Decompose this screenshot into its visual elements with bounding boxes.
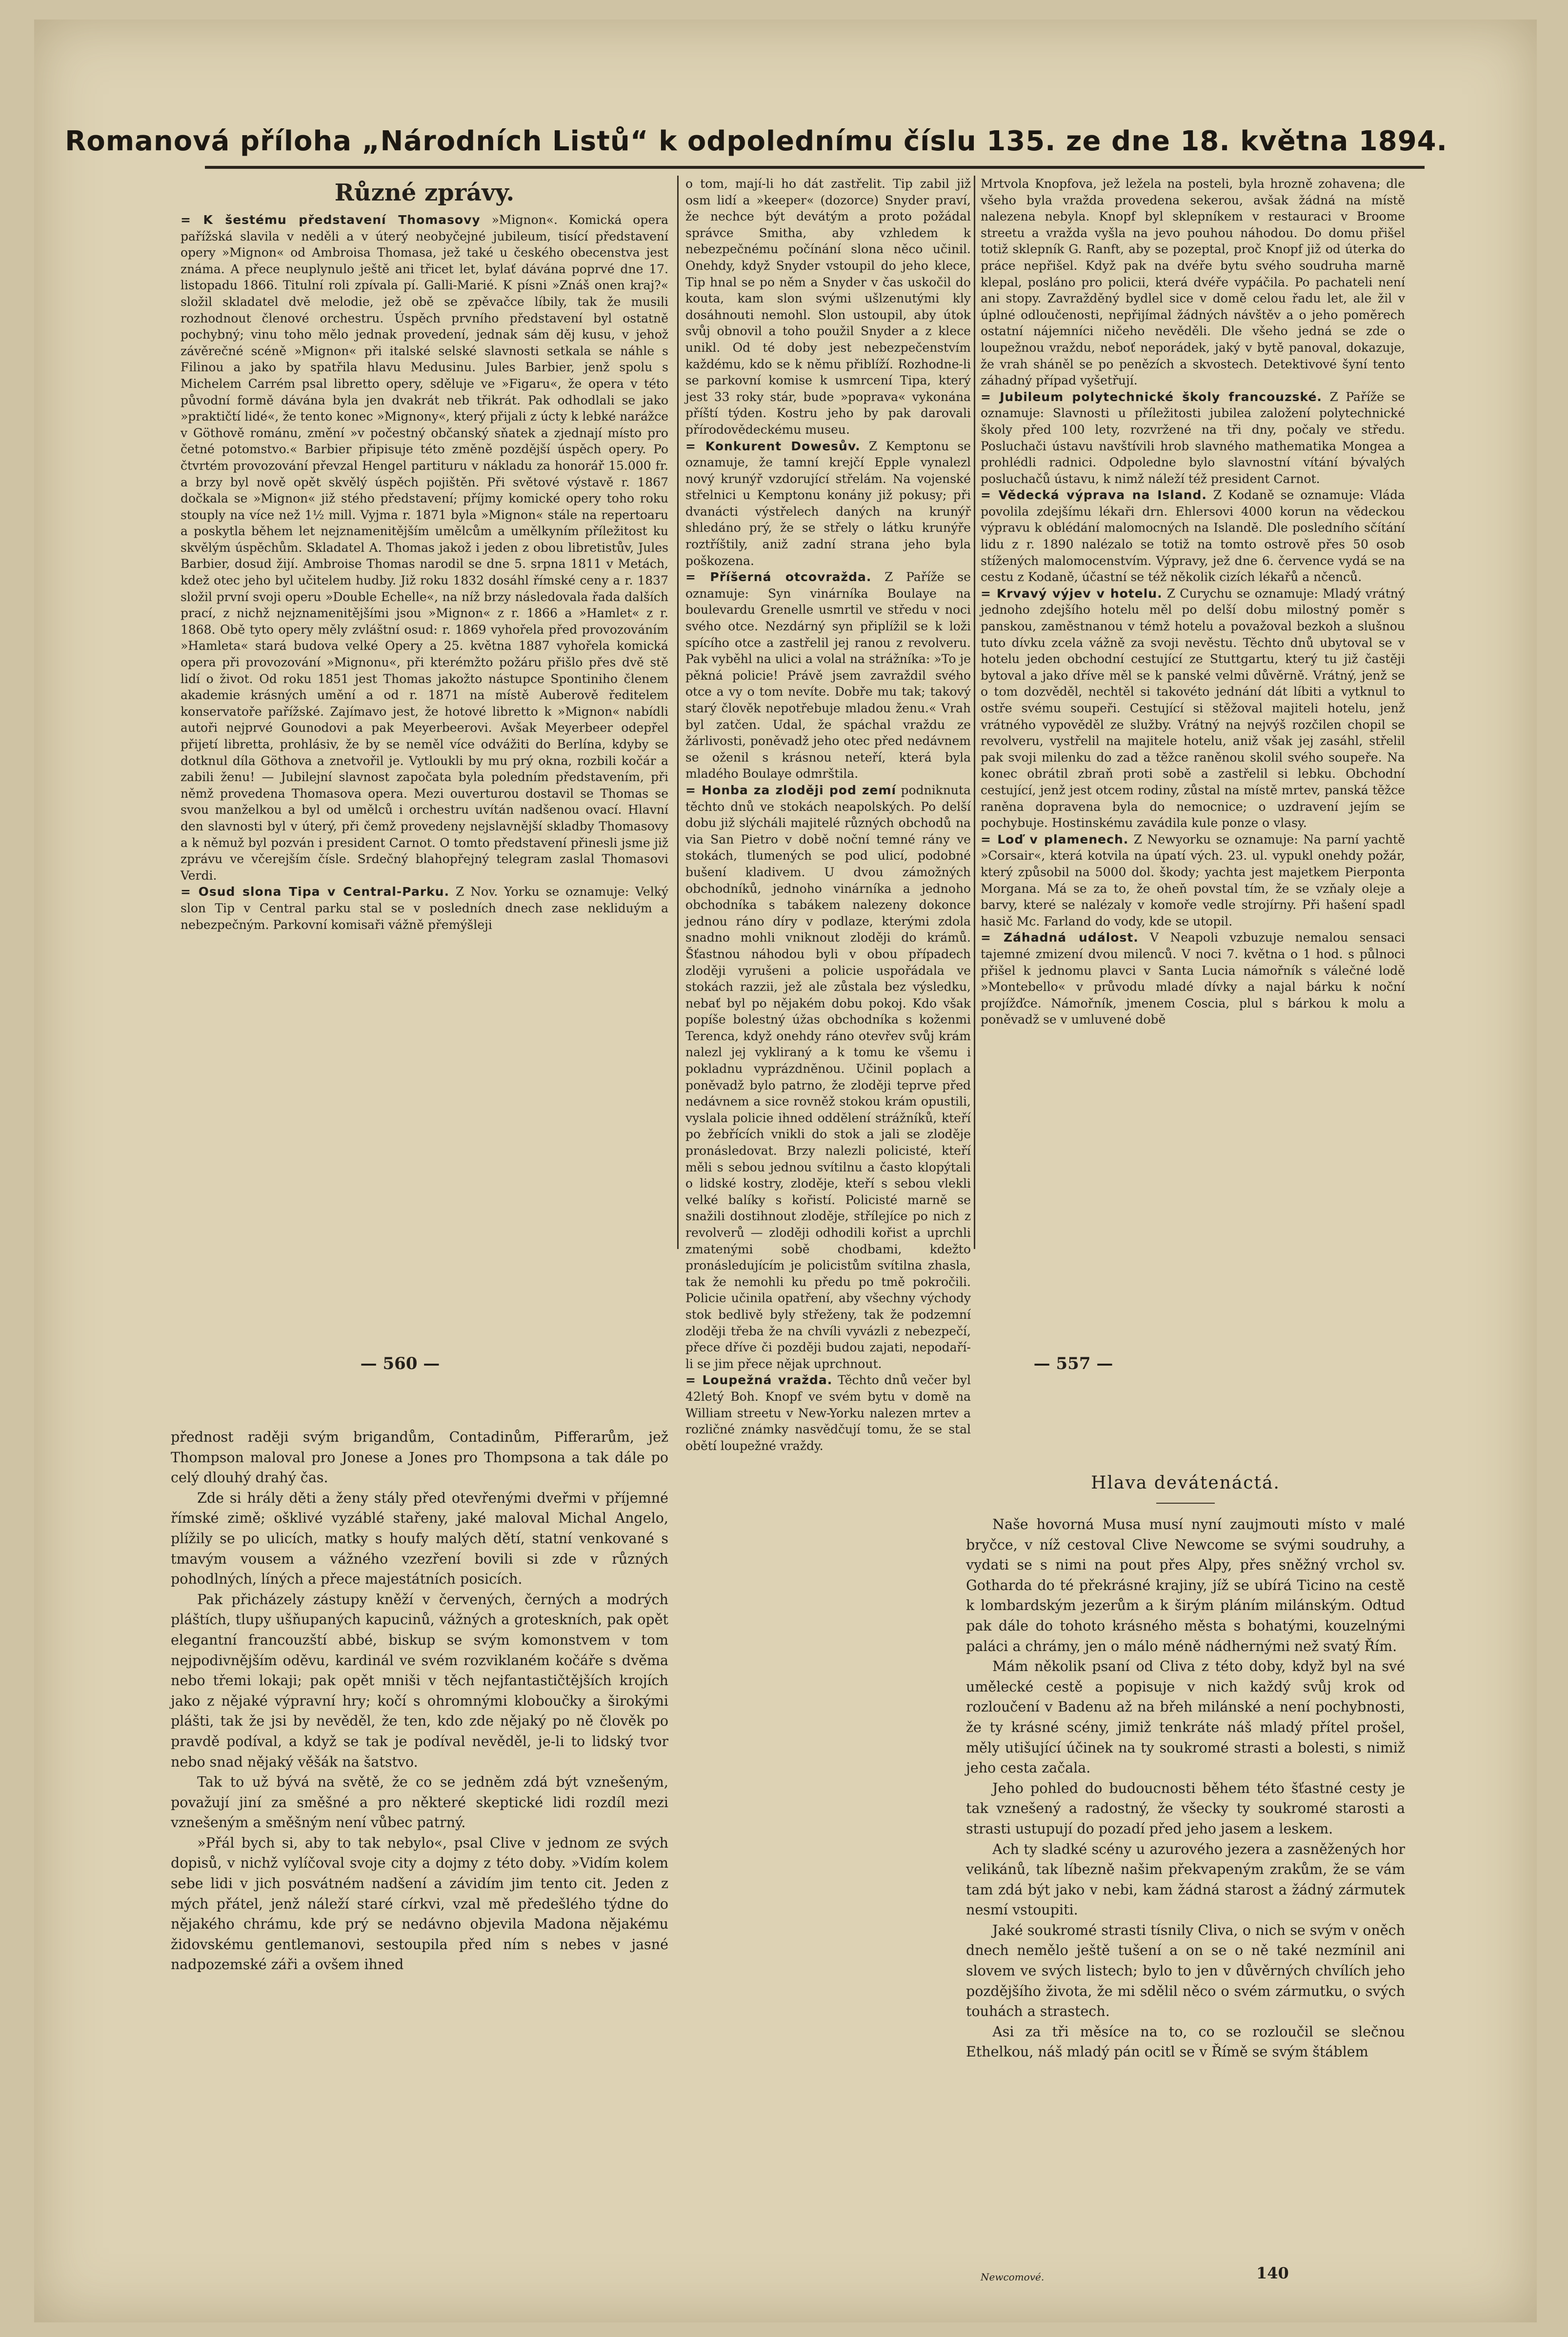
news-item-head: = Krvavý výjev v hotelu. bbox=[981, 586, 1163, 601]
news-item-head: = Vědecká výprava na Island. bbox=[981, 488, 1207, 503]
news-item bbox=[181, 884, 668, 933]
news-item-text: Z Curychu se oznamuje: Mladý vrátný jednoho zdejšího hotelu měl po delší dobu milostný poměr s panskou, zaměstnanou v témž hotelu a považoval bezkoh a slušnou tuto dívku zcela vážně za svoji nevěstu. Těchto dnů ubytoval se v hotelu jeden obchodní cestující ze Stuttgartu, který tu již častěji bytoval a jako dříve měl se k panské velmi důvěrně. Vrátný, jenž se o tom dozvěděl, nechtěl si takovéto jednání dát líbiti a vytknul to ostře svému soupeři. Cestující si stěžoval majiteli hotelu, jenž vrátného vypověděl ze služby. Vrátný na nejvýš rozčilen chopil se revolveru, vystřelil na majitele hotelu, aniž však jej zasáhl, střelil pak svoji milenku do zad a těžce raněnou skolil svého soupeře. Na konec obrátil zbraň proti sobě a zastřelil si lebku. Obchodní cestující, jenž jest otcem rodiny, zůstal na místě mrtev, panská těžce raněna dopravena byla do nemocnice; o uzdravení jejím se pochybuje. Hostinskému zavádila kule ponze o vlasy. bbox=[981, 586, 1405, 830]
news-item-head: = Jubileum polytechnické školy francouzské. bbox=[981, 389, 1322, 404]
news-item-text: V Neapoli vzbuzuje nemalou sensaci tajemné zmizení dvou milenců. V noci 7. května o 1 hod. s půlnoci přišel k jednomu plavci v Santa Lucia námořník s válečné lodě »Montebello« v průvodu mladé dívky a najal bárku k noční projížďce. Námořník, jmenem Coscia, plul s bárkou k molu a poněvadž se v umluvené době bbox=[981, 930, 1405, 1027]
news-item-text: o tom, mají-li ho dát zastřelit. Tip zabil již osm lidí a »keeper« (dozorce) Snyder praví, že nechce být devátým a proto požádal správce Smitha, aby vzhledem k nebezpečnému počínání slona něco učinil. Onehdy, když Snyder vstoupil do jeho klece, Tip hnal se po něm a Snyder v čas uskočil do kouta, kam slon svými ušlzenutými kly dosáhnouti nemohl. Slon ustoupil, aby útok svůj obnovil a toho použil Snyder a z klece unikl. Od té doby jest nebezpečenstvím každému, kdo se k němu přiblíží. Rozhodne-li se parkovní komise k usmrcení Tipa, který jest 33 roky stár, bude »poprava« vykonána příští týden. Kostru jeho by pak darovali přírodovědeckému museu. bbox=[685, 177, 971, 437]
news-item-text: Z Kemptonu se oznamuje, že tamní krejčí Epple vynalezl nový krunýř vzdorující střelám. Na vojenské střelnici u Kemptonu konány již pokusy; při dvanácti výstřelech daných na krunýř shledáno prý, že se střely o látku krunýře roztříštily, aniž zadní strana jeho byla poškozena. bbox=[685, 439, 971, 568]
novel-paragraph: Asi za tři měsíce na to, co se rozloučil se slečnou Ethelkou, náš mladý pán ocitl se v Římě se svým štáblem bbox=[966, 2023, 1405, 2060]
novel-paragraph: Pak přicházely zástupy kněží v červených, černých a modrých pláštích, tlupy ušňupaných kapucinů, vážných a groteskních, pak opět elegantní francouzští abbé, biskup se svým komonstvem v tom nejpodivnějším oděvu, kardinál ve svém rozviklaném kočáře s dvěma nebo třemi lokaji; pak opět mniši v těch nejfantastičtějších krojích jako z nějaké výpravní hry; kočí s ohromnými kloboučky a širokými plášti, tak že jsi by nevěděl, že ten, kdo zde nějaký po ně člověk po pravdě podíval, a když se tak je podíval nevěděl, je-li to lidský tvor nebo snad nějaký věšák na šatstvo. bbox=[171, 1591, 668, 1770]
header-rule bbox=[205, 166, 1425, 169]
news-item-head: = Loď v plamenech. bbox=[981, 832, 1129, 846]
news-item bbox=[981, 176, 1405, 389]
news-item bbox=[181, 212, 668, 884]
news-item-text: Z Paříže se oznamuje: Syn vinárníka Boulaye na boulevardu Grenelle usmrtil ve středu v noci svého otce. Nezdárný syn připlížil se k loži spícího otce a zastřelil jej ranou z revolveru. Pak vyběhl na ulici a volal na strážníka: »To je pěkná policie! Právě jsem zavraždil svého otce a vy o tom nevíte. Dobře mu tak; takový starý člověk nepotřebuje mladou ženu.« Vrah byl zatčen. Udal, že spáchal vraždu ze žárlivosti, poněvadž jeho otec před nedávnem se oženil s krásnou neteří, která byla mladého Boulaye odmrštila. bbox=[685, 570, 971, 781]
chapter-title: Hlava devátenáctá. bbox=[1091, 1473, 1280, 1493]
footer-signature: Newcomové. bbox=[981, 2271, 1045, 2283]
news-item-head: = Honba za zloději pod zemí bbox=[685, 783, 897, 797]
news-item-head: = Osud slona Tipa v Central-Parku. bbox=[181, 885, 450, 899]
novel-paragraph: Tak to už bývá na světě, že co se jedněm zdá být vznešeným, považují jiní za směšné a pro některé skeptické lidi rozdíl mezi vznešeným a směšným není vůbec patrný. bbox=[171, 1774, 668, 1831]
news-item bbox=[685, 569, 971, 782]
news-item bbox=[685, 1372, 971, 1454]
news-item-text: Z Newyorku se oznamuje: Na parní yachtě »Corsair«, která kotvila na úpatí vých. 23. ul. vypukl onehdy požár, který způsobil na 5000 dol. škody; yachta jest majetkem Pierponta Morgana. Má se za to, že oheň povstal tím, že se vzňaly oleje a barvy, které se nalézaly v komoře vedle strojírny. Při hašení spadl hasič Mc. Farland do vody, kde se utopil. bbox=[981, 832, 1405, 928]
news-item-text: podniknuta těchto dnů ve stokách neapolských. Po delší dobu již slýcháli majitelé různých obchodů na via San Pietro v době noční temné rány ve stokách, tlumených se pod ulicí, podobné bušení kladivem. U dvou zámožných obchodníků, jednoho vinárníka a jednoho obchodníka s tabákem nalezeny dokonce jednou ráno díry v podlaze, kterými zdola snadno mohli vniknout zloději do krámů. Šťastnou náhodou byli v obou případech zloději vyrušeni a policie uspořádala ve stokách razzii, jež ale zůstala bez výsledku, nebať byl po nějakém dobu pokoj. Kdo však popíše bolestný úžas obchodníka s koženmi Terenca, když onehdy ráno otevřev svůj krám nalezl jej vykliraný a k tomu ke všemu i pokladnu vyprázdněnou. Učinil poplach a poněvadž bylo patrno, že zloději teprve před nedávnem a sice rovněž stokou krám opustili, vyslala policie ihned oddělení strážníků, kteří po žebřících vnikli do stok a jali se zloděje pronásledovat. Brzy nalezli policisté, kteří měli s sebou jednou svítilnu a často klopýtali o lidské kostry, zloděje, kteří s sebou vlekli velké balíky s kořistí. Policisté marně se snažili dostihnout zloděje, střílejíce po nich z revolverů — zloději odhodili kořist a uprchli zmatenými sobě chodbami, kdežto pronásledujícím je policistům svítilna zhasla, tak že nemohli ku předu po tmě pokročili. Policie učinila opatření, aby všechny východy stok bedlivě byly střeženy, tak že podzemní zloději třeba že na chvíli vyvázli z nebezpečí, přece dříve či později budou zajati, nepodaří-li se jim přece nějak uprchnout. bbox=[685, 783, 971, 1371]
news-item bbox=[981, 585, 1405, 831]
news-item-head: = K šestému představení Thomasovy bbox=[181, 213, 481, 227]
news-item-text: Mrtvola Knopfova, jež ležela na posteli, byla hrozně zohavena; dle všeho byla vražda provedena sekerou, avšak žádná na místě nalezena nebyla. Knopf byl sklepníkem v restauraci v Broome streetu a vražda vyšla na jevo pouhou náhodou. Do domu přišel totiž sklepník G. Ranft, aby se pozeptal, proč Knopf již od úterka do práce nepřišel. Když pak na dvéře bytu svého soudruha marně klepal, posláno pro policii, která dvéře vypáčila. Po pachateli není ani stopy. Zavražděný bydlel sice v domě celou řadu let, ale žil v úplné odloučenosti, nepřijímal žádných návštěv a o jeho poměrech ostatní nájemníci ničeho nevěděli. Dle všeho jedná se zde o loupežnou vraždu, neboť neporádek, jaký v bytě panoval, dokazuje, že vrah sháněl se po penězích a skvostech. Detektivové šyní tento záhadný případ vyšetřují. bbox=[981, 177, 1405, 388]
page-header: Romanová příloha „Národních Listů“ k odpolednímu číslu 135. ze dne 18. května 1894. bbox=[65, 125, 1447, 157]
novel-page-right bbox=[966, 1469, 1405, 2269]
news-item-text: »Mignon«. Komická opera pařížská slavila v neděli a v úterý neobyčejné jubileum, tisící představení opery »Mignon« od Ambroisa Thomasa, jež také u českého obecenstva jest známa. A přece neuplynulo ještě ani třicet let, bylať dávána poprvé dne 17. listopadu 1866. Titulní roli zpívala pí. Galli-Marié. K písni »Znáš onen kraj?« složil skladatel dvě melodie, jež obě se zpěvačce líbily, tak že musili rozhodnout členové orchestru. Úspěch prvního představení byl ostatně pochybný; vinu toho mělo jednak provedení, jednak sám děj kusu, v jehož závěrečné scéně »Mignon« při italské selské slavnosti setkala se náhle s Filinou a jako by spatřila hlavu Medusinu. Jules Barbier, jenž spolu s Michelem Carrém psal libretto opery, sděluje ve »Figaru«, že opera v této původní formě dávána byla jen dvakrát neb třikrát. Pak odhodlali se jako »praktičtí lidé«, že tento konec »Mignony«, který přijali z úcty k lebké narážce v Göthově románu, změní »v počestný občanský sňatek a zjednají místo pro četné potomstvo.« Barbier připisuje této změně pozdější úspěch opery. Po čtvrtém provozování převzal Hengel partituru v nákladu za honorář 15.000 fr. a brzy byl nově opět skvělý úspěch pojištěn. Při světové výstavě r. 1867 dočkala se »Mignon« již stého představení; příjmy komické opery toho roku stouply na více než 1½ mill. Vyjma r. 1871 byla »Mignon« stále na repertoaru a poskytla během let nejznamenitějším umělcům a umělkyním příležitost ku skvělým úspěchům. Skladatel A. Thomas jakož i jeden z obou libretistův, Jules Barbier, dosud žijí. Ambroise Thomas narodil se dne 5. srpna 1811 v Metách, kdež otec jeho byl učitelem hudby. Již roku 1832 dosáhl římské ceny a r. 1837 složil první svoji operu »Double Echelle«, na níž brzy následovala řada dalších prací, z nichž nejznamenitějšími jsou »Mignon« z r. 1866 a »Hamlet« z r. 1868. Obě tyto opery měly zvláštní osud: r. 1869 vyhořela před provozováním »Hamleta« stará budova velké Opery a 25. května 1887 vyhořela komická opera při provozování »Mignonu«, při kterémžto požáru přišlo přes dvě stě lidí o život. Od roku 1851 jest Thomas jakožto nástupce Spontiniho členem akademie krásných umění a od r. 1871 na místě Auberově ředitelem konservatoře pařížské. Zajímavo jest, že hotové libretto k »Mignon« nabídli autoři nejprvé Gounodovi a pak Meyerbeerovi. Avšak Meyerbeer odepřel přijetí libretta, prohlásiv, že by se neměl více odvážiti do Berlína, kdyby se dotknul díla Göthova a znetvořil je. Vytloukli by mu prý okna, rozbili kočár a zabili ženu! — Jubilejní slavnost započata byla poledním představením, při němž provedena Thomasova opera. Mezi ouverturou dostavil se Thomas se svou manželkou a byl od umělců i orchestru uvítán nadšenou ovací. Hlavní den slavnosti byl v úterý, při čemž provedeny nejslavnější skladby Thomasovy a k němuž byl pozván i president Carnot. O tomto představení přinesli jsme již zprávu ve včerejším čísle. Srdečný blahopřejný telegram zaslal Thomasovi Verdi. bbox=[181, 213, 668, 883]
page-number-right: — 557 — bbox=[1033, 1354, 1113, 1373]
news-item-text: Těchto dnů večer byl 42letý Boh. Knopf ve svém bytu v domě na William streetu v New-Yorku nalezen mrtev a rozličné známky nasvědčují tomu, že se stal obětí loupežné vraždy. bbox=[685, 1373, 971, 1453]
news-column-3 bbox=[981, 176, 1405, 1249]
news-item bbox=[981, 929, 1405, 1028]
news-column-2 bbox=[685, 176, 971, 1453]
novel-paragraph: »Přál bych si, aby to tak nebylo«, psal Clive v jednom ze svých dopisů, v nichž vylíčoval svoje city a dojmy z této doby. »Vidím kolem sebe lidi v jich posvátném nadšení a závidím jim tento cit. Jeden z mých přátel, jenž náleží staré církvi, vzal mě předešlého týdne do nějakého chrámu, kde prý se nedávno objevila Madona nějakému židovskému gentlemanovi, sestoupila před ním s nebes v jasné nadpozemské záři a ovšem ihned bbox=[171, 1834, 668, 1973]
column-divider bbox=[974, 176, 975, 1249]
news-item-text: Z Nov. Yorku se oznamuje: Velký slon Tip v Central parku stal se v posledních dnech zase nekliduým a nebezpečným. Parkovní komisaři vážně přemýšleji bbox=[181, 885, 668, 932]
news-item bbox=[685, 176, 971, 438]
novel-paragraph: Ach ty sladké scény u azurového jezera a zasněžených hor velikánů, tak líbezně našim překvapeným zrakům, že se vám tam zdá být jako v nebi, kam žádná starost a žádný zármutek nesmí vstoupiti. bbox=[966, 1841, 1405, 1918]
news-item bbox=[685, 782, 971, 1372]
section-title: Různé zprávy. bbox=[334, 179, 515, 206]
novel-page-left bbox=[171, 1427, 668, 2256]
novel-paragraph: Naše hovorná Musa musí nyní zaujmouti místo v malé bryčce, v níž cestoval Clive Newcome se svými soudruhy, a vydati se s nimi na pout přes Alpy, přes sněžný vrchol sv. Gotharda do té překrásné krajiny, jíž se ubírá Ticino na cestě k lombardským jezerům a k širým pláním milánským. Odtud pak dále do tohoto krásného města s bohatými, kouzelnými paláci a chrámy, jen o málo méně nádhernými než svatý Řím. bbox=[966, 1516, 1405, 1654]
page-number-left: — 560 — bbox=[360, 1354, 440, 1373]
footer-number: 140 bbox=[1256, 2264, 1289, 2282]
novel-paragraph: Mám několik psaní od Cliva z této doby, když byl na své umělecké cestě a popisuje v nich každý svůj krok od rozloučení v Badenu až na břeh milánské a není pochybnosti, že ty krásné scény, jimiž tenkráte náš mladý přítel prošel, měly utišující účinek na ty soukromé strasti a bolesti, s nimiž jeho cesta začala. bbox=[966, 1658, 1405, 1776]
news-item-text: Z Paříže se oznamuje: Slavnosti u příležitosti jubilea založení polytechnické školy před 100 lety, rozvržené na tři dny, počaly ve středu. Posluchači ústavu navštívili hrob slavného mathematika Mongea a prohlédli radnici. Odpoledne bylo slavnostní vítání bývalých posluchačů ústavu, k nimž náleží též president Carnot. bbox=[981, 389, 1406, 486]
news-item bbox=[981, 831, 1405, 930]
novel-paragraph: Jeho pohled do budoucnosti během této šťastné cesty je tak vznešený a radostný, že všecky ty soukromé starosti a strasti ustupují do pozadí před jeho jasem a leskem. bbox=[966, 1780, 1405, 1837]
column-divider bbox=[677, 176, 679, 1249]
news-item-head: = Příšerná otcovražda. bbox=[685, 570, 872, 584]
news-item-head: = Loupežná vražda. bbox=[685, 1373, 833, 1388]
chapter-rule bbox=[1156, 1503, 1215, 1504]
news-item bbox=[981, 389, 1405, 487]
news-item-head: = Konkurent Dowesův. bbox=[685, 439, 861, 453]
novel-paragraph: Zde si hrály děti a ženy stály před otevřenými dveřmi v příjemné římské zimě; ošklivé vyzáblé stařeny, jaké maloval Michal Angelo, plížily se po ulicích, matky s houfy malých dětí, statní venkované s tmavým vousem a vážného vzezření bovili si zde v různých pohodlných, líných a přece majestátních posicích. bbox=[171, 1490, 668, 1588]
novel-paragraph: Jaké soukromé strasti tísnily Cliva, o nich se svým v oněch dnech nemělo ještě tušení a on se o ně také nezmínil ani slovem ve svých listech; bylo to jen v důvěrných chvílích jeho pozdějšího života, že mi sdělil něco o svém zármutku, o svých touhách a strastech. bbox=[966, 1922, 1405, 2020]
news-item bbox=[685, 438, 971, 569]
news-item-text: Z Kodaně se oznamuje: Vláda povolila zdejšímu lékaři drn. Ehlersovi 4000 korun na vědeckou výpravu k oblédání malomocných na Islandě. Dle posledního sčítání lidu z r. 1890 nalézalo se totiž na tomto ostrově přes 50 osob stížených malomocenstvím. Výpravy, jež dne 6. července vydá se na cestu z Kodaně, účastní se též několik cizích lékařů a nčenců. bbox=[981, 488, 1405, 584]
news-item-head: = Záhadná událost. bbox=[981, 930, 1139, 945]
novel-paragraph: přednost raději svým brigandům, Contadinům, Pifferarům, jež Thompson maloval pro Jonese a Jones pro Thompsona a tak dále po celý dlouhý drahý čas. bbox=[171, 1429, 668, 1486]
news-column-1 bbox=[181, 176, 668, 1249]
news-item bbox=[981, 487, 1405, 585]
